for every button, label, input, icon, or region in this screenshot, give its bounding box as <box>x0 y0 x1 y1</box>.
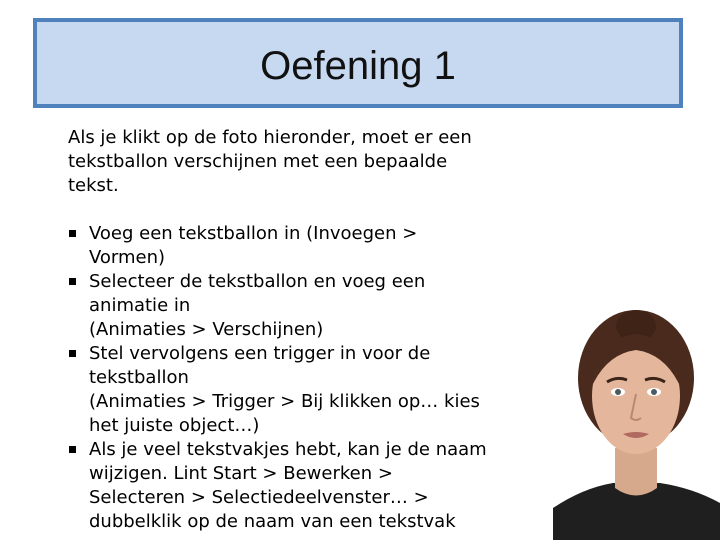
list-item-text: Stel vervolgens een trigger in voor de tekstballon <box>89 343 431 388</box>
bullet-icon <box>69 446 76 453</box>
portrait-image[interactable] <box>553 308 720 540</box>
bullet-icon <box>69 350 76 357</box>
list-item <box>68 222 488 270</box>
list-item-text: Als je veel tekstvakjes hebt, kan je de naam wijzigen. Lint Start > Bewerken > Selecteren > Selectiedeelvenster… > dubbelklik op de naam van een tekstvak <box>89 439 487 532</box>
bullet-icon <box>69 278 76 285</box>
intro-text: Als je klikt op de foto hieronder, moet er een tekstballon verschijnen met een bepaalde tekst. <box>68 127 472 196</box>
bullet-icon <box>69 230 76 237</box>
instruction-list <box>68 222 488 534</box>
portrait-photo[interactable] <box>553 308 720 540</box>
list-item-text: Selecteer de tekstballon en voeg een animatie in <box>89 271 426 316</box>
slide-title: Oefening 1 <box>260 44 456 88</box>
list-item <box>68 438 488 534</box>
list-item-subtext: (Animaties > Verschijnen) <box>89 319 324 340</box>
list-item <box>68 270 488 342</box>
list-item-text: Voeg een tekstballon in (Invoegen > Vormen) <box>89 223 418 268</box>
list-item-subtext: (Animaties > Trigger > Bij klikken op… kies het juiste object…) <box>89 391 480 436</box>
list-item <box>68 342 488 438</box>
title-box <box>33 18 683 108</box>
